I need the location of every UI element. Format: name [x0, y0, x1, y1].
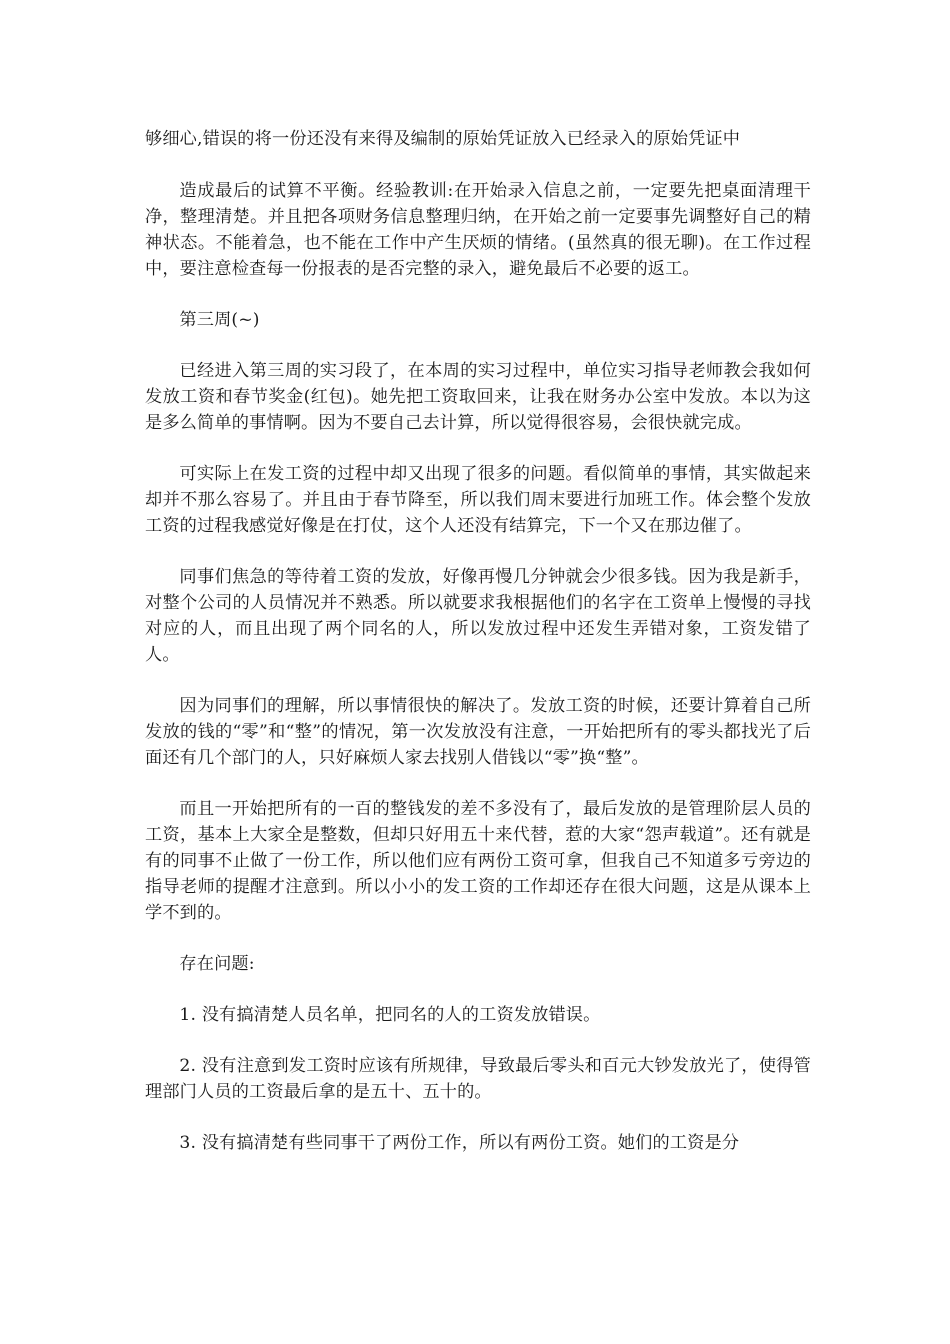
paragraph-management-salary: 而且一开始把所有的一百的整钱发的差不多没有了，最后发放的是管理阶层人员的工资，基本上大家全是整数，但却只好用五十来代替，惹的大家“怨声载道”。还有就是有的同事不止做了一份工作，所以他们应有两份工资可拿，但我自己不知道多亏旁边的指导老师的提醒才注意到。所以小小的发工资的工作却还存在很大问题，这是从课本上学不到的。	[145, 799, 811, 923]
paragraph-week-three-intro: 已经进入第三周的实习段了，在本周的实习过程中，单位实习指导老师教会我如何发放工资和春节奖金(红包)。她先把工资取回来，让我在财务办公室中发放。本以为这是多么简单的事情啊。因为不要自己去计算，所以觉得很容易，会很快就完成。	[145, 361, 811, 433]
list-item-problem-1: 1. 没有搞清楚人员名单，把同名的人的工资发放错误。	[179, 1005, 601, 1025]
list-item-problem-2: 2. 没有注意到发工资时应该有所规律，导致最后零头和百元大钞发放光了，使得管理部门人员的工资最后拿的是五十、五十的。	[145, 1056, 811, 1102]
paragraph-lessons: 造成最后的试算不平衡。经验教训:在开始录入信息之前，一定要先把桌面清理干净，整理清楚。并且把各项财务信息整理归纳，在开始之前一定要事先调整好自己的精神状态。不能着急，也不能在工作中产生厌烦的情绪。(虽然真的很无聊)。在工作过程中，要注意检查每一份报表的是否完整的录入，避免最后不必要的返工。	[145, 181, 811, 279]
list-item-problem-3: 3. 没有搞清楚有些同事干了两份工作，所以有两份工资。她们的工资是分	[179, 1133, 740, 1153]
paragraph-change-issue: 因为同事们的理解，所以事情很快的解决了。发放工资的时候，还要计算着自己所发放的钱的“零”和“整”的情况，第一次发放没有注意，一开始把所有的零头都找光了后面还有几个部门的人，只好麻烦人家去找别人借钱以“零”换“整”。	[145, 696, 811, 768]
paragraph-continuation: 够细心,错误的将一份还没有来得及编制的原始凭证放入已经录入的原始凭证中	[145, 129, 741, 149]
paragraph-problems-arise: 可实际上在发工资的过程中却又出现了很多的问题。看似简单的事情，其实做起来却并不那么容易了。并且由于春节降至，所以我们周末要进行加班工作。体会整个发放工资的过程我感觉好像是在打仗，这个人还没有结算完，下一个又在那边催了。	[145, 464, 811, 536]
document-page	[145, 126, 811, 1181]
heading-existing-problems: 存在问题:	[179, 954, 255, 974]
section-heading-week-three: 第三周(~)	[179, 310, 260, 330]
paragraph-colleagues-waiting: 同事们焦急的等待着工资的发放，好像再慢几分钟就会少很多钱。因为我是新手，对整个公司的人员情况并不熟悉。所以就要求我根据他们的名字在工资单上慢慢的寻找对应的人，而且出现了两个同名的人，所以发放过程中还发生弄错对象，工资发错了人。	[145, 567, 811, 665]
